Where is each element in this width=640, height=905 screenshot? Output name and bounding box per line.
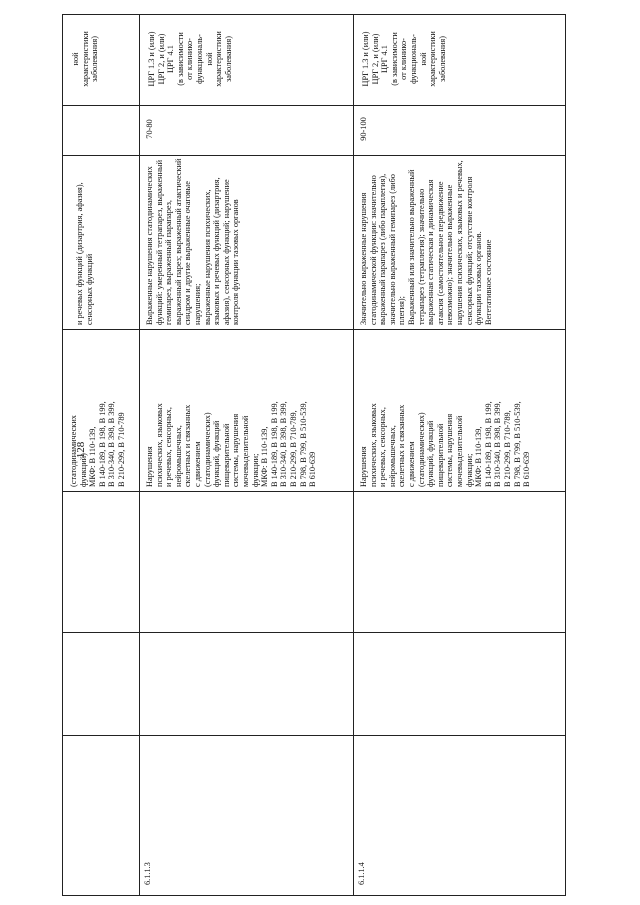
percent-cell bbox=[353, 105, 565, 155]
note-text: ной характеристики заболевания) bbox=[71, 31, 100, 87]
row-code: 6.1.1.4 bbox=[357, 862, 366, 885]
continuation-description-cell bbox=[63, 155, 139, 329]
note-text: ЦРГ 1.3 и (или) ЦРГ 2, и (или) ЦРГ 4.1 (в зависимости от клинико- функциональ- ной характеристики заболевания) bbox=[361, 31, 447, 87]
row-code-cell bbox=[139, 735, 353, 895]
row-disorder: Нарушения психических, языковых и речевых, сенсорных, нейромышечных, скелетных и связанных с движением (статодинамических) функций, функций пищеварительной системы, нарушения мочевыделительной функции; МКФ: В 110-139, В 140-189, В 198, В 199, В 310-340, В 398, В 399, В 210-299, В 710-789, В 798, В 799, В 510-539, В 610-639 bbox=[359, 401, 532, 487]
note-cell bbox=[139, 15, 353, 105]
row-code: 6.1.1.3 bbox=[143, 862, 152, 885]
document-table bbox=[62, 14, 566, 896]
row-disorder: Нарушения психических, языковых и речевых, сенсорных, нейромышечных, скелетных и связанных с движением (статодинамических) функций, функций пищеварительной системы, нарушения мочевыделительной функции; МКФ: В 110-139, В 140-189, В 198, В 199, В 310-340, В 398, В 399, В 210-299, В 710-789, В 798, В 799, В 510-539, В 610-639 bbox=[145, 401, 318, 487]
row-disorder-cell bbox=[353, 329, 565, 491]
percent-text: 90-100 bbox=[359, 117, 368, 141]
row-description: Значительно выраженные нарушения статодинамической функции: значительно выраженный парапарез (либо параплегия), значительно выраженный гемипарез (либо плегия); Выраженный или значительно выраженный тетрапарез (тетраплегия); значительно выраженная статическая и динамическая атаксия (самостоятельное передвижение невозможно); значительно выраженные нарушения психических, языковых и речевых, сенсорных функций; отсутствие контроля функции тазовых органов. Вегетативное состояние bbox=[359, 160, 493, 325]
row-description: Выраженные нарушения статодинамических функций: умеренный тетрапарез, выраженный гемипарез, выраженный парапарез, выраженный парез; выраженный атактический синдром и другие выраженные очаговые нарушения; выраженные нарушения психических, языковых и речевых функций (дизартрия, афазия), сенсорных функций; нарушение контроля функции тазовых органов bbox=[145, 158, 241, 325]
column-divider bbox=[63, 155, 565, 156]
note-text: ЦРГ 1.3 и (или) ЦРГ 2, и (или) ЦРГ 4.1 (в зависимости от клинико- функциональ- ной характеристики заболевания) bbox=[147, 31, 233, 87]
continuation-description-text: и речевых функций (дизартрия, афазия), сенсорных функций bbox=[75, 182, 94, 325]
continuation-disorder-text: (статодинамических функций) МКФ: В 110-139, В 140-189, В 198, В 199, В 310-340, В 398, В 399, В 210-299, В 710-789 bbox=[69, 401, 126, 487]
percent-text: 70-80 bbox=[145, 119, 154, 139]
row-code-cell bbox=[353, 735, 565, 895]
row-description-cell bbox=[353, 155, 565, 329]
note-cell bbox=[353, 15, 565, 105]
row-disorder-cell bbox=[139, 329, 353, 491]
continuation-disorder-cell bbox=[63, 329, 139, 491]
row-description-cell bbox=[139, 155, 353, 329]
page-number: 128 bbox=[75, 441, 87, 459]
note-cell bbox=[63, 15, 139, 105]
percent-cell bbox=[139, 105, 353, 155]
